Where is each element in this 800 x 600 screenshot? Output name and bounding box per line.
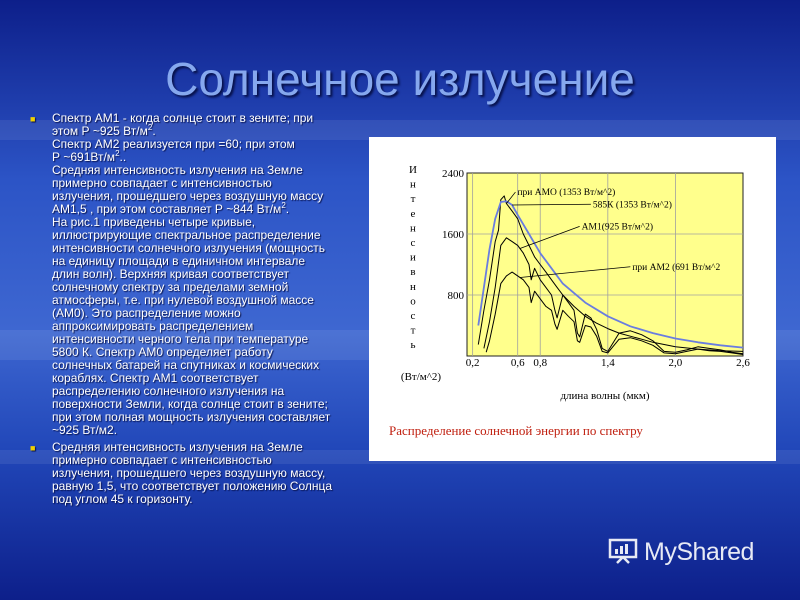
y-axis-label-letter: т	[410, 193, 416, 206]
bullet-text	[52, 112, 370, 437]
slide-title: Солнечное излучение	[165, 53, 635, 105]
y-axis-label-letter: и	[410, 251, 416, 264]
bullet-item-1	[30, 112, 370, 437]
y-axis-label-letter: И	[409, 164, 417, 176]
text-line: иллюстрирующие спектральное распределение	[52, 228, 321, 242]
y-axis-label-letter: с	[410, 310, 416, 322]
chart-caption: Распределение солнечной энергии по спектру	[389, 423, 643, 438]
text-line: кораблях. Спектр АМ1 соответствует	[52, 371, 259, 385]
text-line: под углом 45 к горизонту.	[52, 492, 193, 506]
bullet-icon: ■	[30, 443, 36, 453]
y-axis-label-letter: в	[410, 266, 416, 279]
text-line: равную 1,5, что соответствует положению Солнца	[52, 479, 333, 493]
series-label: 585К (1353 Вт/м^2)	[592, 200, 672, 211]
text-line: солнечных батарей на спутниках и космических	[52, 358, 320, 372]
y-axis-label-letter: ь	[410, 339, 416, 352]
text-line: атмосферы, т.е. при нулевой воздушной массе	[52, 293, 314, 307]
text-line: На рис.1 приведены четыре кривые,	[52, 215, 256, 229]
y-axis-label-letter: т	[410, 324, 416, 337]
text-line: интенсивности черного тела при температуре	[52, 332, 309, 346]
x-tick-label: 2,0	[668, 357, 683, 369]
text-line: на единицу площади в единичном интервале	[52, 254, 306, 268]
text-line: солнечному спектру за пределами земной	[52, 280, 289, 294]
y-tick-label: 800	[447, 290, 464, 302]
text-line: излучения, прошедшего через воздушную массу	[52, 189, 324, 203]
text-line: примерно совпадает с интенсивностью	[52, 176, 272, 190]
text-line: этом Р ~925 $Вт/м^2$.	[52, 123, 156, 138]
text-line: ~925 Вт/м2.	[52, 423, 118, 437]
x-axis-label: длина волны (мкм)	[560, 390, 650, 402]
spectrum-chart	[369, 137, 776, 461]
x-tick-label: 2,6	[736, 357, 750, 369]
bullet-item-2	[30, 441, 370, 506]
x-tick-label: 1,4	[600, 357, 615, 369]
text-line: Спектр АМ1 - когда солнце стоит в зените; при	[52, 111, 314, 125]
text-line: (АМ0). Это распределение можно	[52, 306, 241, 320]
bullet-icon: ■	[30, 114, 36, 124]
y-axis-label-letter: н	[410, 222, 416, 235]
y-axis-label-letter: н	[410, 178, 416, 191]
chart-panel	[369, 137, 776, 461]
y-axis-unit-label: (Вт/м^2)	[400, 371, 442, 383]
watermark-logo	[608, 536, 754, 571]
x-tick-label: 0,2	[465, 357, 480, 369]
text-line: примерно совпадает с интенсивностью	[52, 453, 272, 467]
y-axis-label-letter: е	[410, 207, 416, 220]
text-line: аппроксимировать распределением	[52, 319, 254, 333]
series-label: при АМО (1353 Вт/м^2)	[517, 188, 616, 199]
text-line: Средняя интенсивность излучения на Земле	[52, 163, 303, 177]
x-tick-label: 0,6	[510, 357, 525, 369]
y-axis-label-letter: о	[410, 295, 416, 308]
text-line: интенсивности солнечного излучения (мощность	[52, 241, 326, 255]
text-line: поверхности Земли, когда солнце стоит в зените;	[52, 397, 328, 411]
series-label: АМ1(925 Вт/м^2)	[581, 222, 654, 233]
watermark-text: MyShared	[644, 538, 754, 567]
y-axis-label-letter: н	[410, 280, 416, 293]
x-tick-label: 0,8	[533, 357, 548, 369]
series-label: при АМ2 (691 Вт/м^2	[632, 262, 721, 273]
presentation-board-icon	[608, 536, 638, 571]
text-line: распределению солнечного излучения на	[52, 384, 285, 398]
bullet-list	[30, 112, 370, 510]
y-tick-label: 2400	[442, 168, 464, 180]
text-line: 5800 К. Спектр АМ0 определяет работу	[52, 345, 273, 359]
y-tick-label: 1600	[442, 229, 464, 241]
text-line: при этом полная мощность излучения составляет	[52, 410, 331, 424]
bullet-text	[52, 441, 370, 506]
text-line: Спектр АМ2 реализуется при =60; при этом	[52, 137, 295, 151]
text-line: АМ1,5 , при этом составляет Р ~844 $Вт/м^2$.	[52, 201, 290, 216]
text-line: Р $\sim 691Вт/м^2$..	[52, 149, 127, 164]
text-line: длин волн). Верхняя кривая соответствует	[52, 267, 289, 281]
text-line: Средняя интенсивность излучения на Земле	[52, 440, 303, 454]
text-line: излучения, прошедшего через воздушную массу,	[52, 466, 326, 480]
y-axis-label-letter: с	[410, 237, 416, 249]
